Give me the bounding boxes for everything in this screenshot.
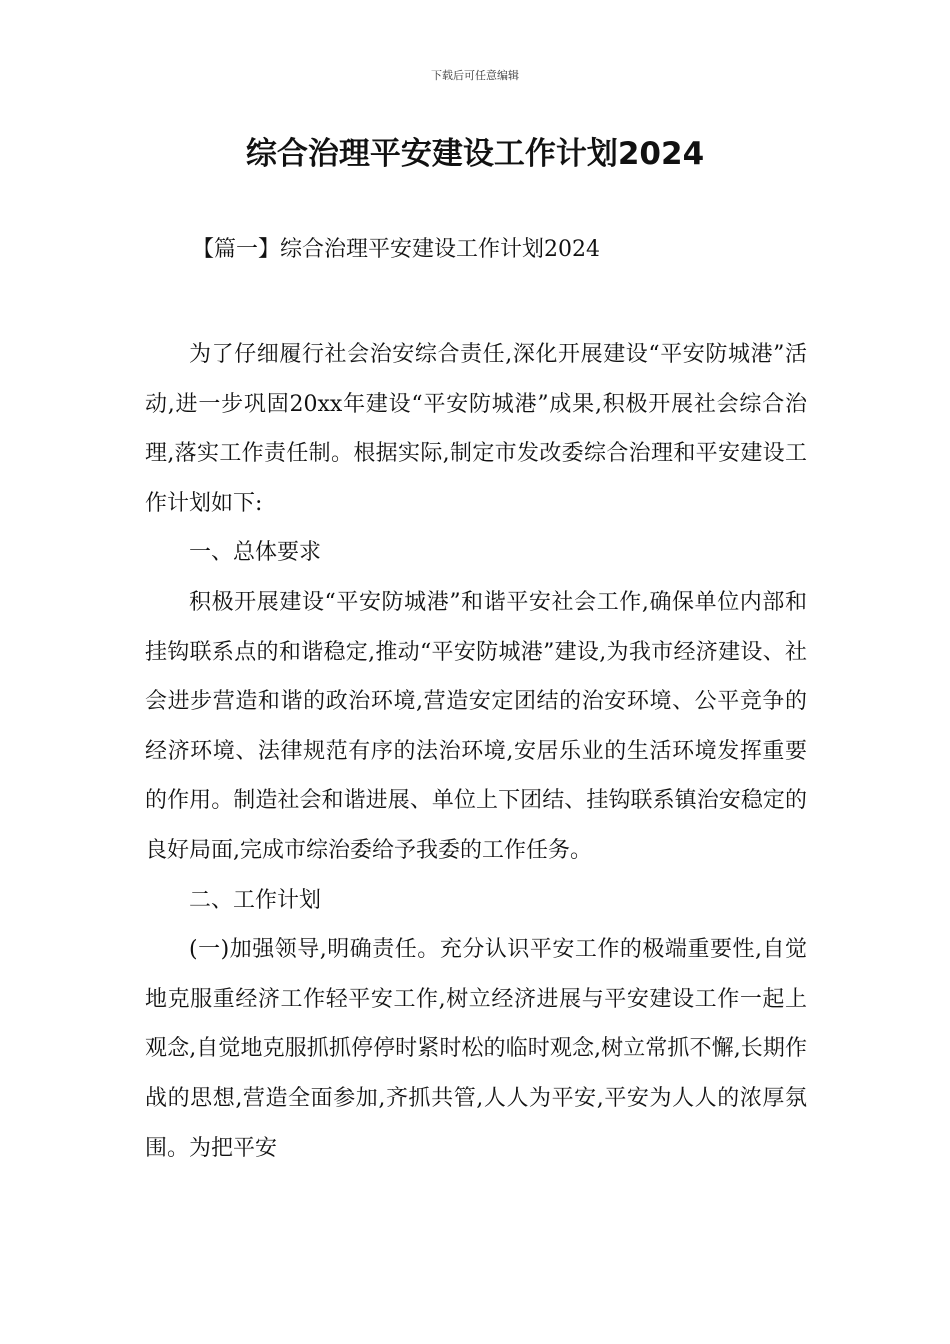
- header-note: 下载后可任意编辑: [431, 69, 519, 82]
- heading-work-plan: 二、工作计划: [189, 887, 322, 913]
- section-heading: 【篇一】综合治理平安建设工作计划2024: [192, 237, 600, 262]
- heading-general-requirements: 一、总体要求: [189, 540, 322, 566]
- document-body: [145, 330, 807, 1173]
- paragraph-intro: 为了仔细履行社会治安综合责任,深化开展建设“平安防城港”活动,进一步巩固20xx年建设“平安防城港”成果,积极开展社会综合治理,落实工作责任制。根据实际,制定市发改委综合治理和平安建设工作计划如下:: [145, 342, 807, 516]
- paragraph-work-plan-1: (一)加强领导,明确责任。充分认识平安工作的极端重要性,自觉地克服重经济工作轻平安工作,树立经济进展与平安建设工作一起上观念,自觉地克服抓抓停停时紧时松的临时观念,树立常抓不懈,长期作战的思想,营造全面参加,齐抓共管,人人为平安,平安为人人的浓厚氛围。为把平安: [145, 937, 807, 1161]
- paragraph-general-requirements: 积极开展建设“平安防城港”和谐平安社会工作,确保单位内部和挂钩联系点的和谐稳定,推动“平安防城港”建设,为我市经济建设、社会进步营造和谐的政治环境,营造安定团结的治安环境、公平竞争的经济环境、法律规范有序的法治环境,安居乐业的生活环境发挥重要的作用。制造社会和谐进展、单位上下团结、挂钩联系镇治安稳定的良好局面,完成市综治委给予我委的工作任务。: [145, 589, 807, 863]
- document-title: 综合治理平安建设工作计划2024: [245, 136, 705, 172]
